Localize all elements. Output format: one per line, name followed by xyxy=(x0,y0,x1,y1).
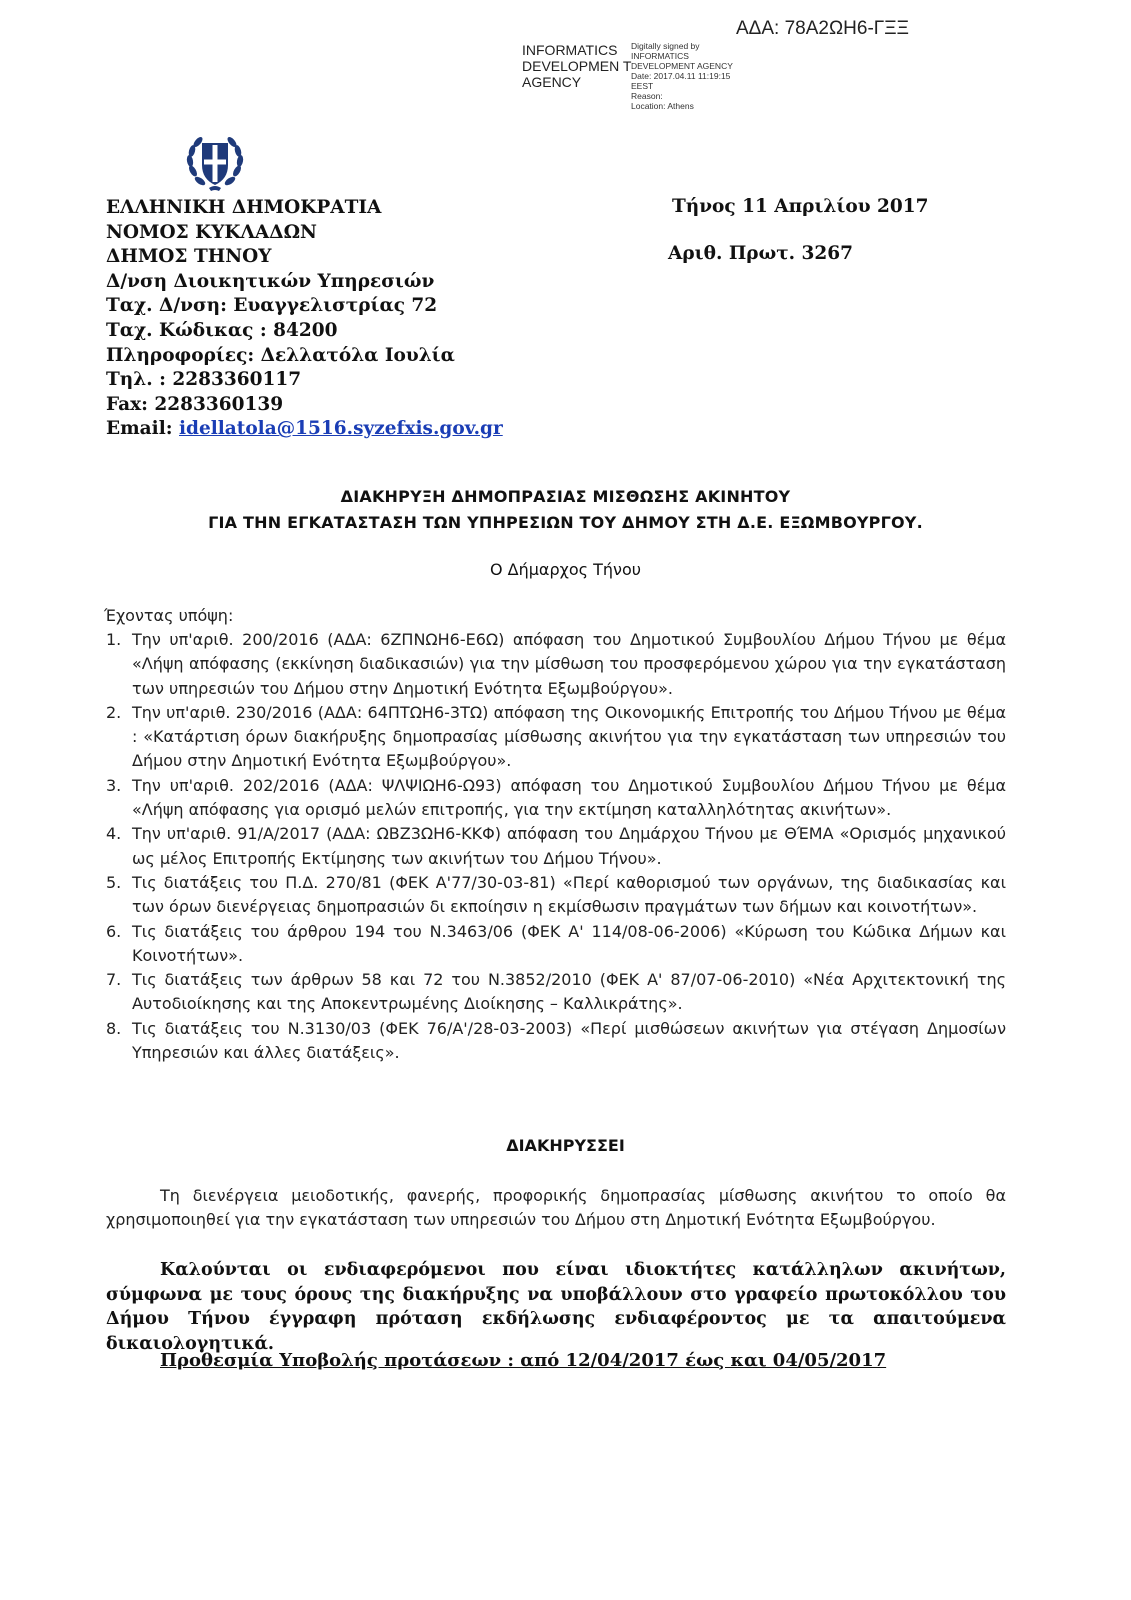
signature-line: Reason: xyxy=(631,91,663,101)
list-item-text: Την υπ'αριθ. 200/2016 (ΑΔΑ: 6ΖΠΝΩΗ6-Ε6Ω) απόφαση του Δημοτικού Συμβουλίου Δήμου Τήνου με θέμα «Λήψη απόφασης (εκκίνηση διαδικασιών) για την μίσθωση του προσφερόμενου χώρου για την εγκατάσταση των υπηρεσιών του Δήμου στην Δημοτική Ενότητα Εξωμβούργου». xyxy=(132,630,1006,698)
signature-line: Date: 2017.04.11 11:19:15 xyxy=(631,71,731,81)
document-date: Τήνος 11 Απριλίου 2017 xyxy=(672,196,929,217)
signature-line: DEVELOPMENT AGENCY xyxy=(631,61,733,71)
list-item xyxy=(106,1017,1006,1066)
signature-line: Digitally signed by xyxy=(631,41,700,51)
sender-prefecture: ΝΟΜΟΣ ΚΥΚΛΑΔΩΝ xyxy=(106,221,317,243)
list-item-text: Τις διατάξεις του Ν.3130/03 (ΦΕΚ 76/Α'/28-03-2003) «Περί μισθώσεων ακινήτων για στέγαση Δημοσίων Υπηρεσιών και άλλες διατάξεις». xyxy=(132,1018,1006,1063)
email-label: Email: xyxy=(106,418,179,440)
list-item-number: 1. xyxy=(106,630,122,649)
list-item xyxy=(106,701,1006,774)
list-item-text: Τις διατάξεις των άρθρων 58 και 72 του Ν.3852/2010 (ΦΕΚ Α' 87/07-06-2010) «Νέα Αρχιτεκτονική της Αυτοδιοίκησης και της Αποκεντρωμένης Διοίκησης – Καλλικράτης». xyxy=(132,970,1006,1014)
submission-deadline: Προθεσμία Υποβολής προτάσεων : από 12/04/2017 έως και 04/05/2017 xyxy=(160,1350,887,1371)
sender-phone: Τηλ. : 2283360117 xyxy=(106,369,302,391)
signature-line: Location: Athens xyxy=(631,101,694,111)
signature-line: EEST xyxy=(631,81,654,91)
list-item xyxy=(106,871,1006,920)
list-item xyxy=(106,920,1006,969)
list-item-text: Την υπ'αριθ. 230/2016 (ΑΔΑ: 64ΠΤΩΗ6-3ΤΩ) απόφαση της Οικονομικής Επιτροπής του Δήμου Τήνου με θέμα : «Κατάρτιση όρων διακήρυξης δημοπρασίας μίσθωσης ακινήτου για την εγκατάσταση των υπηρεσιών του Δήμου στην Δημοτική Ενότητα Εξωμβούργου». xyxy=(132,702,1006,771)
protocol-number: Αριθ. Πρωτ. 3267 xyxy=(668,243,854,264)
ada-code: ΑΔΑ: 78Α2ΩΗ6-ΓΞΞ xyxy=(736,18,909,39)
list-item-text: Την υπ'αριθ. 202/2016 (ΑΔΑ: ΨΛΨΙΩΗ6-Ω93) απόφαση του Δημοτικού Συμβουλίου Δήμου Τήνου με θέμα «Λήψη απόφασης για ορισμό μελών επιτροπής, για την εκτίμηση καταλληλότητας ακινήτων». xyxy=(132,775,1006,820)
sender-block xyxy=(106,196,503,442)
greek-republic-emblem-icon xyxy=(184,131,246,193)
sender-address: Ταχ. Δ/νση: Ευαγγελιστρίας 72 xyxy=(106,295,438,317)
list-item-text: Τις διατάξεις του άρθρου 194 του Ν.3463/06 (ΦΕΚ Α' 114/08-06-2006) «Κύρωση του Κώδικα Δήμων και Κοινοτήτων». xyxy=(132,921,1006,965)
sender-contact-person: Πληροφορίες: Δελλατόλα Ιουλία xyxy=(106,344,455,366)
document-title xyxy=(0,484,1131,536)
sender-email-row xyxy=(106,417,503,442)
title-line: ΔΙΑΚΗΡΥΞΗ ΔΗΜΟΠΡΑΣΙΑΣ ΜΙΣΘΩΣΗΣ ΑΚΙΝΗΤΟΥ xyxy=(340,487,791,506)
email-link[interactable]: idellatola@1516.syzefxis.gov.gr xyxy=(179,418,503,440)
document-meta xyxy=(668,196,929,264)
sender-municipality: ΔΗΜΟΣ ΤΗΝΟΥ xyxy=(106,246,272,268)
sender-country: ΕΛΛΗΝΙΚΗ ΔΗΜΟΚΡΑΤΙΑ xyxy=(106,197,382,218)
signature-details xyxy=(631,41,761,111)
list-item-text: Τις διατάξεις του Π.Δ. 270/81 (ΦΕΚ Α'77/30-03-81) «Περί καθορισμού των οργάνων, της διαδικασίας και των όρων διενέργειας δημοπρασιών δι εκποίησιν η εκμίσθωσιν πραγμάτων των δήμων και κοινοτήτων». xyxy=(132,872,1006,917)
sender-fax: Fax: 2283360139 xyxy=(106,393,284,415)
list-item xyxy=(106,822,1006,871)
sender-department: Δ/νση Διοικητικών Υπηρεσιών xyxy=(106,270,435,292)
list-item-number: 8. xyxy=(106,1018,122,1038)
declaration-paragraph: Τη διενέργεια μειοδοτικής, φανερής, προφορικής δημοπρασίας μίσθωσης ακινήτου το οποίο θα χρησιμοποιηθεί για την εγκατάσταση των υπηρεσιών του Δήμου στη Δημοτική Ενότητα Εξωμβούργου. xyxy=(106,1186,1006,1230)
invitation-paragraph: Καλούνται οι ενδιαφερόμενοι που είναι ιδιοκτήτες κατάλληλων ακινήτων, σύμφωνα με τους όρους της διακήρυξης να υποβάλλουν στο γραφείο πρωτοκόλλου του Δήμου Τήνου έγγραφη πρόταση εκδήλωσης ενδιαφέροντος με τα απαιτούμενα δικαιολογητικά. xyxy=(106,1260,1006,1354)
list-item-number: 2. xyxy=(106,702,122,722)
list-item xyxy=(106,774,1006,823)
list-item-number: 6. xyxy=(106,921,122,941)
signature-line: INFORMATICS xyxy=(631,51,689,61)
considerations-intro: Έχοντας υπόψη: xyxy=(104,606,234,625)
list-item-text: Την υπ'αριθ. 91/Α/2017 (ΑΔΑ: ΩΒΖ3ΩΗ6-ΚΚΦ) απόφαση του Δημάρχου Τήνου με ΘΈΜΑ «Ορισμός μηχανικού ως μέλος Επιτροπής Εκτίμησης των ακινήτων του Δήμου Τήνου». xyxy=(132,824,1006,868)
issuer: Ο Δήμαρχος Τήνου xyxy=(489,560,642,579)
sender-postal-code: Ταχ. Κώδικας : 84200 xyxy=(106,319,338,341)
list-item xyxy=(106,628,1006,701)
list-item-number: 3. xyxy=(106,775,122,795)
considerations-list xyxy=(106,628,1006,1065)
list-item-number: 4. xyxy=(106,824,122,844)
signature-agency: INFORMATICS DEVELOPMEN T AGENCY xyxy=(522,42,632,90)
declares-heading: ΔΙΑΚΗΡΥΣΣΕΙ xyxy=(506,1136,625,1155)
list-item xyxy=(106,968,1006,1017)
list-item-number: 5. xyxy=(106,872,122,892)
list-item-number: 7. xyxy=(106,970,122,990)
title-line: ΓΙΑ ΤΗΝ ΕΓΚΑΤΑΣΤΑΣΗ ΤΩΝ ΥΠΗΡΕΣΙΩΝ ΤΟΥ ΔΗΜΟΥ ΣΤΗ Δ.Ε. ΕΞΩΜΒΟΥΡΓΟΥ. xyxy=(208,513,923,532)
